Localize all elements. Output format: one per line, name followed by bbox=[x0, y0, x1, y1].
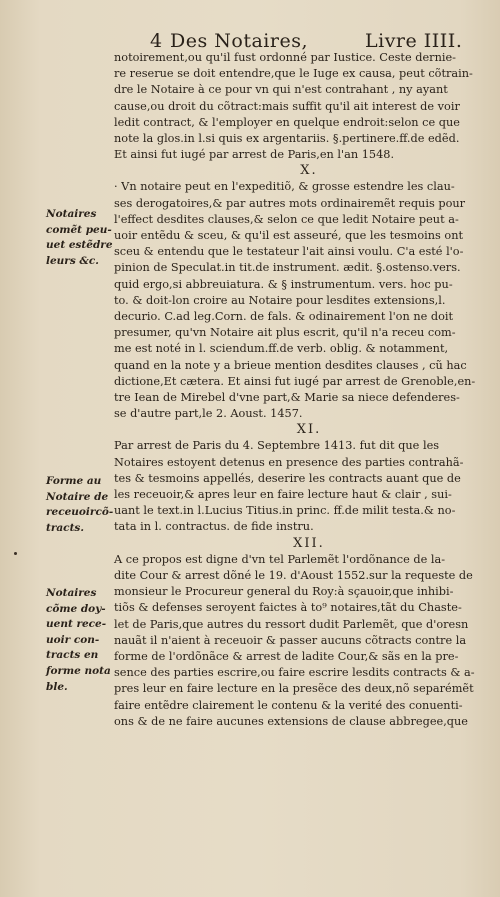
text-line: sceu & entendu que le testateur l'ait ainsi voulu. C'a esté l'o- bbox=[114, 245, 464, 259]
ink-speck bbox=[14, 552, 17, 555]
text-line: tes & tesmoins appellés, deserire les contracts auant que de bbox=[114, 471, 461, 485]
text-line: dite Cour & arrest dõné le 19. d'Aoust 1552.sur la requeste de bbox=[114, 568, 473, 582]
text-line: note la glos.in l.si quis ex argentariis. §.pertinere.ff.de edẽd. bbox=[114, 132, 460, 146]
text-line: notoirement,ou qu'il fust ordonné par Iustice. Ceste dernie- bbox=[114, 51, 456, 64]
text-line: quid ergo,si abbreuiatura. & § instrumentum. vers. hoc pu- bbox=[114, 277, 453, 291]
text-line: l'effect desdites clauses,& selon ce que ledit Notaire peut a- bbox=[114, 212, 459, 226]
text-line: ses derogatoires,& par autres mots ordinairemẽt requis pour bbox=[114, 196, 466, 210]
text-line: me est noté in l. sciendum.ff.de verb. oblig. & notamment, bbox=[114, 342, 449, 356]
running-title: Des Notaires, bbox=[170, 30, 308, 52]
text-line: ledit contract, & l'employer en quelque endroit:selon ce que bbox=[114, 115, 460, 129]
text-line: uoir entẽdu & sceu, & qu'il est asseuré, que les tesmoins ont bbox=[114, 229, 464, 243]
margin-line: Notaires bbox=[46, 208, 97, 220]
section-heading-x: X. bbox=[300, 163, 318, 179]
text-line: forme de l'ordõnãce & arrest de ladite Cour,& sãs en la pre- bbox=[114, 649, 459, 663]
text-line: re reserue se doit entendre,que le Iuge ex causa, peut cõtrain- bbox=[114, 67, 473, 81]
text-line: decurio. C.ad leg.Corn. de fals. & odinairement l'on ne doit bbox=[114, 310, 454, 324]
text-line: quand en la note y a brieue mention desdites clauses , cũ hac bbox=[114, 358, 467, 372]
text-line: tata in l. contractus. de fide instru. bbox=[114, 520, 314, 534]
text-line: cause,ou droit du cõtract:mais suffit qu'il ait interest de voir bbox=[114, 99, 460, 113]
text-line: · Vn notaire peut en l'expeditiõ, & grosse estendre les clau- bbox=[114, 180, 455, 194]
text-line: dictione,Et cætera. Et ainsi fut iugé par arrest de Grenoble,en- bbox=[114, 374, 476, 388]
book-number: Livre IIII. bbox=[365, 30, 463, 52]
text-line: faire entẽdre clairement le contenu & la verité des conuenti- bbox=[114, 698, 463, 712]
margin-line: cõme doy- bbox=[46, 602, 106, 615]
text-line: dre le Notaire à ce pour vn qui n'est contrahant , ny ayant bbox=[114, 83, 448, 97]
margin-line: uent rece- bbox=[46, 618, 107, 631]
text-line: les receuoir,& apres leur en faire lecture haut & clair , sui- bbox=[114, 488, 452, 502]
margin-line: forme nota bbox=[46, 664, 111, 677]
text-line: nauãt il n'aient à receuoir & passer aucuns cõtracts contre la bbox=[114, 633, 467, 647]
margin-line: Notaire de bbox=[46, 490, 109, 503]
page-number: 4 bbox=[150, 30, 163, 52]
margin-line: Notaires bbox=[46, 587, 97, 599]
margin-line: comẽt peu- bbox=[46, 223, 112, 236]
margin-line: ble. bbox=[46, 680, 68, 693]
section-heading-xii: XII. bbox=[293, 535, 325, 551]
body-text bbox=[114, 50, 494, 730]
text-line: uant le text.in l.Lucius Titius.in princ. ff.de milit testa.& no- bbox=[114, 504, 456, 518]
margin-note-2 bbox=[46, 474, 114, 536]
margin-note-3 bbox=[46, 586, 114, 695]
text-line: tre Iean de Mirebel d'vne part,& Marie sa niece defenderes- bbox=[114, 391, 460, 405]
text-line: ons & de ne faire aucunes extensions de clause abbregee,que bbox=[114, 714, 468, 728]
text-line: se d'autre part,le 2. Aoust. 1457. bbox=[114, 407, 303, 421]
text-line: Notaires estoyent detenus en presence des parties contrahã- bbox=[114, 455, 464, 469]
margin-note-1 bbox=[46, 207, 114, 269]
text-line: presumer, qu'vn Notaire ait plus escrit, qu'il n'a receu com- bbox=[114, 326, 456, 340]
margin-line: uet estẽdre bbox=[46, 239, 113, 252]
margin-line: uoir con- bbox=[46, 633, 100, 646]
text-line: sence des parties escrire,ou faire escrire lesdits contracts & a- bbox=[114, 666, 475, 680]
text-line: pres leur en faire lecture en la presẽce des deux,nõ separémẽt bbox=[114, 682, 474, 696]
text-line: A ce propos est digne d'vn tel Parlemẽt l'ordõnance de la- bbox=[114, 552, 446, 566]
margin-line: tracts en bbox=[46, 649, 99, 662]
text-line: pinion de Speculat.in tit.de instrument. ædit. §.ostenso.vers. bbox=[114, 261, 461, 275]
text-line: let de Paris,que autres du ressort dudit Parlemẽt, que d'oresn bbox=[114, 617, 469, 631]
text-line: Par arrest de Paris du 4. Septembre 1413. fut dit que les bbox=[114, 439, 440, 453]
text-line: to. & doit-lon croire au Notaire pour lesdites extensions,l. bbox=[114, 293, 446, 307]
text-line: tiõs & defenses seroyent faictes à to⁹ notaires,tãt du Chaste- bbox=[114, 601, 462, 615]
margin-line: receuoircõ- bbox=[46, 506, 114, 519]
section-heading-xi: XI. bbox=[296, 422, 322, 438]
margin-line: Forme au bbox=[46, 475, 102, 487]
margin-line: tracts. bbox=[46, 521, 84, 534]
text-line: Et ainsi fut iugé par arrest de Paris,en l'an 1548. bbox=[114, 148, 395, 162]
text-line: monsieur le Procureur general du Roy:à sçauoir,que inhibi- bbox=[114, 585, 454, 599]
margin-line: leurs &c. bbox=[46, 254, 99, 267]
